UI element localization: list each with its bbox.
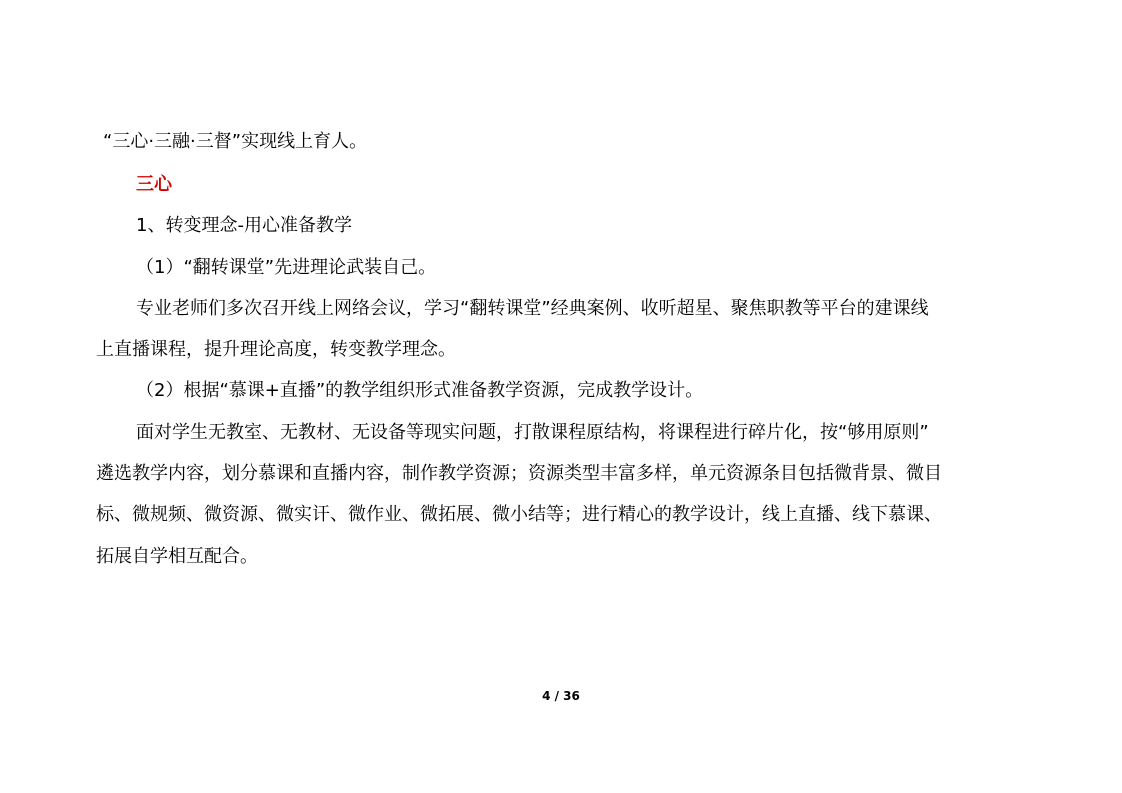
paragraph-1-line-1: 专业老师们多次召开线上网络会议，学习“翻转课堂”经典案例、收听超星、聚焦职教等平台的建课线 <box>136 298 929 319</box>
intro-line: “三心·三融·三督”实现线上育人。 <box>103 131 368 152</box>
paragraph-2-line-4: 拓展自学相互配合。 <box>96 546 258 567</box>
paragraph-2-line-2: 遴选教学内容，划分慕课和直播内容，制作教学资源；资源类型丰富多样，单元资源条目包括微背景、微目 <box>96 463 942 484</box>
page-number: 4 / 36 <box>542 689 580 703</box>
paragraph-2-line-3: 标、微规频、微资源、微实讦、微作业、微拓展、微小结等；进行精心的教学设计，线上直播、线下慕课、 <box>96 504 942 525</box>
subheading-1-2: （2）根据“慕课+直播”的教学组织形式准备教学资源，完成教学设计。 <box>136 380 704 401</box>
paragraph-1-line-2: 上直播课程，提升理论高度，转变教学理念。 <box>96 339 456 360</box>
subheading-1-1: （1）“翻转课堂”先进理论武装自己。 <box>136 257 437 278</box>
section-heading-sanxin: 三心 <box>136 174 172 195</box>
subheading-1: 1、转变理念-用心准备教学 <box>136 215 352 236</box>
paragraph-2-line-1: 面对学生无教室、无教材、无设备等现实问题，打散课程原结构，将课程进行碎片化，按“够用原则” <box>136 422 929 443</box>
